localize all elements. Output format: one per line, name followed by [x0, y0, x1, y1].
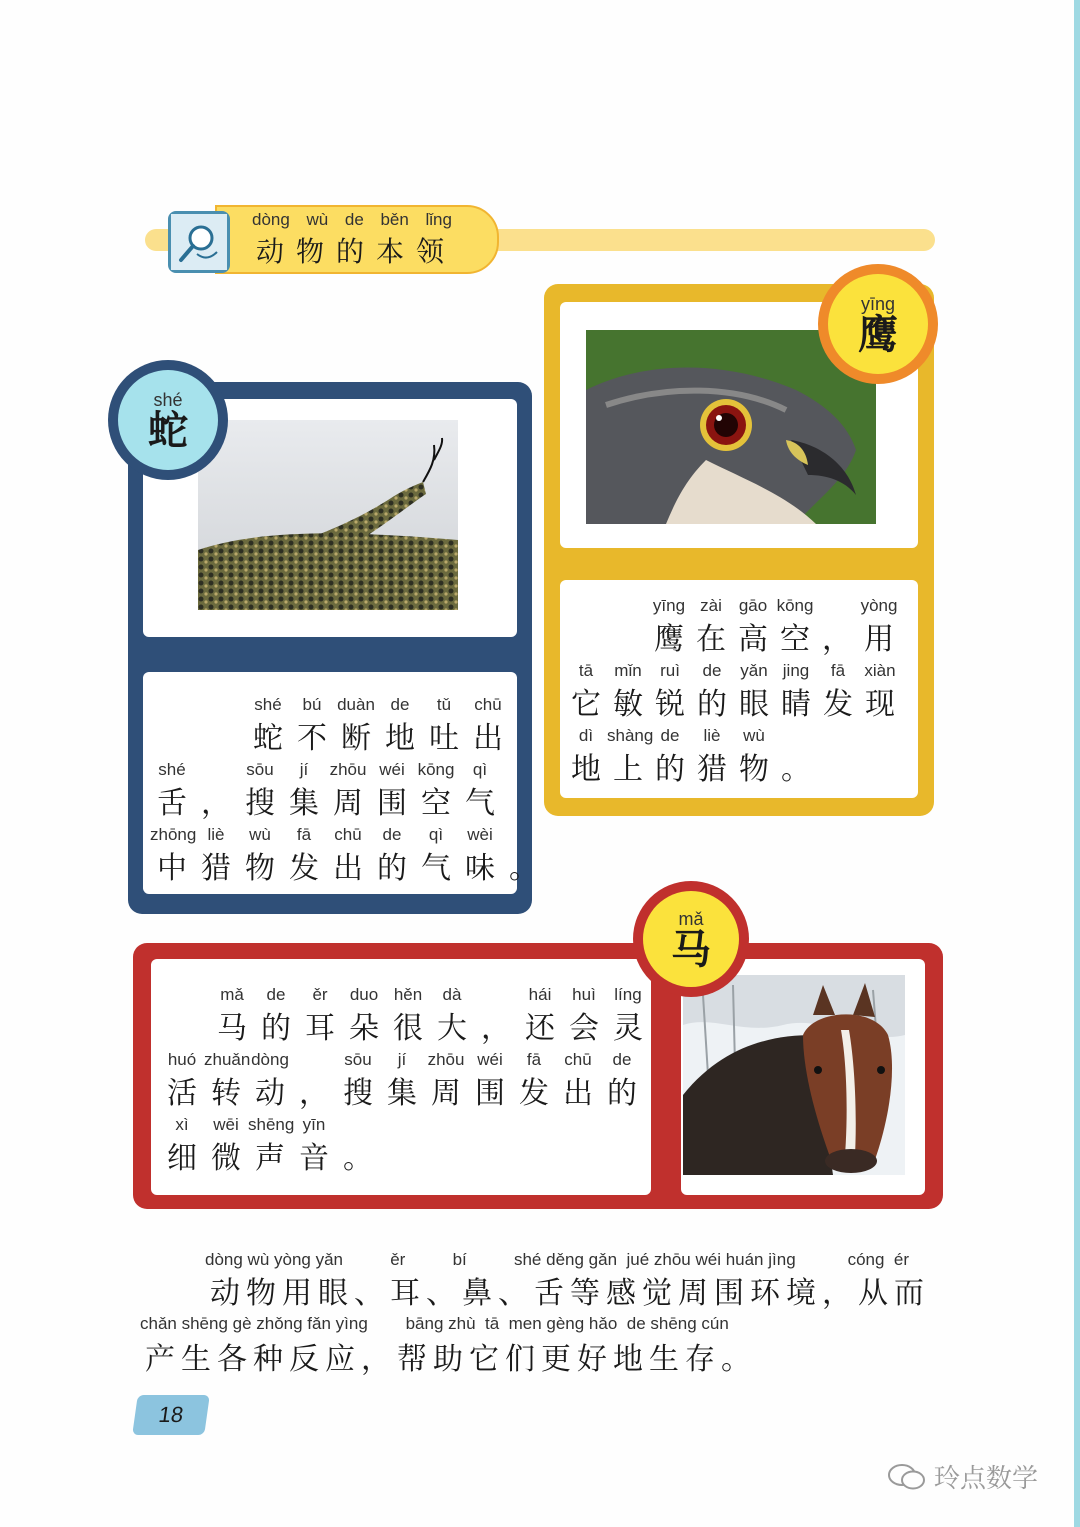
hanzi-char: 它: [571, 687, 601, 722]
summary-line2-pinyin: chǎn shēng gè zhǒng fǎn yìng bāng zhù tā men gèng hǎo de shēng cún: [140, 1314, 729, 1333]
hanzi-char: 鹰: [654, 622, 684, 657]
hanzi-char: 味: [465, 851, 495, 886]
hanzi-char: 发: [519, 1076, 549, 1111]
section-title-pinyin: [252, 210, 452, 230]
snake-line-pinyin: [246, 695, 510, 715]
summary-line1-pinyin: dòng wù yòng yǎn ěr bí shé děng gǎn jué zhōu wéi huán jìng cóng ér: [205, 1250, 910, 1269]
hanzi-char: 很: [393, 1011, 423, 1046]
eagle-line-pinyin: [565, 726, 817, 746]
horse-line-pinyin: [160, 1050, 644, 1070]
hanzi-char: 现: [865, 687, 895, 722]
hanzi-char: 断: [341, 721, 371, 756]
hanzi-char: 耳: [305, 1011, 335, 1046]
hanzi-char: 。: [509, 851, 539, 886]
hanzi-char: 围: [377, 786, 407, 821]
hanzi-char: 舌: [157, 786, 187, 821]
pinyin-syllable: yīng: [652, 596, 686, 615]
section-pinyin-syllable: de: [344, 210, 364, 229]
pinyin-syllable: de: [266, 985, 286, 1004]
pinyin-syllable: mǎ: [220, 985, 244, 1004]
hanzi-char: 锐: [655, 687, 685, 722]
snake-line-pinyin: [150, 825, 546, 845]
pinyin-syllable: dòng: [251, 1050, 289, 1069]
eagle-badge-pinyin: yīng: [860, 293, 896, 314]
hanzi-char: 发: [823, 687, 853, 722]
hanzi-char: 眼: [739, 687, 769, 722]
pinyin-syllable: [502, 825, 546, 845]
pinyin-syllable: ěr: [312, 985, 328, 1004]
hanzi-char: 的: [607, 1076, 637, 1111]
magnifier-icon: [168, 211, 230, 273]
pinyin-syllable: hěn: [393, 985, 423, 1004]
horse-badge-char: 马: [671, 925, 711, 973]
pinyin-syllable: de: [390, 695, 410, 714]
horse-line-text: [160, 1068, 644, 1112]
hanzi-char: 中: [157, 851, 187, 886]
pinyin-syllable: líng: [614, 985, 642, 1004]
pinyin-syllable: liè: [703, 726, 721, 745]
hanzi-char: 气: [421, 851, 451, 886]
section-pinyin-syllable: wù: [306, 210, 329, 229]
pinyin-syllable: wéi: [477, 1050, 503, 1069]
snake-photo: [198, 420, 458, 610]
hanzi-char: 动: [255, 1076, 285, 1111]
pinyin-syllable: [474, 985, 518, 1005]
page-edge-stripe: [1074, 0, 1080, 1527]
pinyin-syllable: tǔ: [436, 695, 452, 714]
pinyin-syllable: [194, 760, 238, 780]
hanzi-char: 围: [475, 1076, 505, 1111]
pinyin-syllable: yǎn: [740, 661, 768, 680]
hanzi-char: 气: [465, 786, 495, 821]
snake-badge-char: 蛇: [148, 406, 188, 454]
hanzi-char: 不: [297, 721, 327, 756]
pinyin-syllable: kōng: [776, 596, 814, 615]
eagle-badge: [818, 264, 938, 384]
hanzi-char: 灵: [613, 1011, 643, 1046]
section-pinyin-syllable: lǐng: [425, 210, 452, 229]
pinyin-syllable: huì: [572, 985, 596, 1004]
hanzi-char: 音: [299, 1141, 329, 1176]
hanzi-char: 周: [333, 786, 363, 821]
horse-line-pinyin: [210, 985, 650, 1005]
watermark: [888, 1458, 1038, 1495]
hanzi-char: 出: [473, 721, 503, 756]
pinyin-syllable: chū: [334, 825, 362, 844]
horse-photo: [683, 975, 905, 1175]
pinyin-syllable: yīn: [302, 1115, 326, 1134]
hanzi-char: 物: [739, 752, 769, 787]
horse-line-pinyin: [160, 1115, 380, 1135]
pinyin-syllable: duo: [349, 985, 379, 1004]
hanzi-char: 物: [245, 851, 275, 886]
pinyin-syllable: jing: [782, 661, 810, 680]
summary-line2: 产生各种反应，帮助它们更好地生存。: [145, 1342, 757, 1377]
pinyin-syllable: ruì: [660, 661, 680, 680]
hanzi-char: 马: [217, 1011, 247, 1046]
eagle-line-text: [648, 614, 900, 658]
pinyin-syllable: zhōu: [329, 760, 367, 779]
hanzi-char: 会: [569, 1011, 599, 1046]
pinyin-syllable: [816, 596, 858, 616]
hanzi-char: 上: [613, 752, 643, 787]
horse-badge: [633, 881, 749, 997]
hanzi-char: 用: [864, 622, 894, 657]
eagle-line-pinyin: [648, 596, 900, 616]
pinyin-syllable: [292, 1050, 336, 1070]
pinyin-syllable: duàn: [337, 695, 375, 714]
pinyin-syllable: wù: [743, 726, 765, 745]
snake-badge-pinyin: shé: [153, 389, 183, 410]
hanzi-char: 微: [211, 1141, 241, 1176]
pinyin-syllable: de: [612, 1050, 632, 1069]
pinyin-syllable: fā: [296, 825, 312, 844]
pinyin-syllable: yòng: [860, 596, 898, 615]
snake-line-pinyin: [150, 760, 502, 780]
section-pinyin-syllable: dòng: [252, 210, 290, 229]
eagle-line-pinyin: [565, 661, 901, 681]
hanzi-char: 活: [167, 1076, 197, 1111]
wechat-icon: [888, 1462, 926, 1492]
hanzi-char: 蛇: [253, 721, 283, 756]
pinyin-syllable: jí: [397, 1050, 407, 1069]
hanzi-char: 猎: [697, 752, 727, 787]
pinyin-syllable: sōu: [246, 760, 274, 779]
hanzi-char: 搜: [343, 1076, 373, 1111]
hanzi-char: 集: [289, 786, 319, 821]
pinyin-syllable: wù: [249, 825, 271, 844]
hanzi-char: 的: [261, 1011, 291, 1046]
hanzi-char: 还: [525, 1011, 555, 1046]
hanzi-char: ，: [481, 1011, 511, 1046]
hanzi-char: 地: [571, 752, 601, 787]
horse-line-text: [210, 1003, 650, 1047]
hanzi-char: 。: [781, 752, 811, 787]
pinyin-syllable: shé: [254, 695, 282, 714]
pinyin-syllable: kōng: [417, 760, 455, 779]
hanzi-char: 地: [385, 721, 415, 756]
pinyin-syllable: dì: [578, 726, 594, 745]
hanzi-char: 细: [167, 1141, 197, 1176]
hanzi-char: 敏: [613, 687, 643, 722]
pinyin-syllable: hái: [528, 985, 552, 1004]
pinyin-syllable: zhōng: [150, 825, 197, 844]
snake-line-text: [150, 843, 546, 887]
pinyin-syllable: de: [660, 726, 680, 745]
pinyin-syllable: qì: [472, 760, 488, 779]
section-pinyin-syllable: běn: [380, 210, 409, 229]
hanzi-char: ，: [201, 786, 231, 821]
hanzi-char: 转: [211, 1076, 241, 1111]
pinyin-syllable: shàng: [607, 726, 654, 745]
pinyin-syllable: huó: [167, 1050, 197, 1069]
pinyin-syllable: mǐn: [614, 661, 642, 680]
pinyin-syllable: gāo: [738, 596, 768, 615]
hanzi-char: 朵: [349, 1011, 379, 1046]
hanzi-char: 声: [255, 1141, 285, 1176]
hanzi-char: 搜: [245, 786, 275, 821]
hanzi-char: 空: [780, 622, 810, 657]
snake-line-text: [246, 713, 510, 757]
hanzi-char: ，: [822, 622, 852, 657]
pinyin-syllable: jí: [299, 760, 309, 779]
pinyin-syllable: fā: [526, 1050, 542, 1069]
pinyin-syllable: zhōu: [427, 1050, 465, 1069]
pinyin-syllable: de: [702, 661, 722, 680]
eagle-line-text: [565, 679, 901, 723]
pinyin-syllable: fā: [830, 661, 846, 680]
summary-line1: 动物用眼、耳、鼻、舌等感觉周围环境，从而: [210, 1276, 930, 1311]
pinyin-syllable: wéi: [379, 760, 405, 779]
hanzi-char: 吐: [429, 721, 459, 756]
horse-line-text: [160, 1133, 380, 1177]
hanzi-char: 空: [421, 786, 451, 821]
pinyin-syllable: [336, 1115, 380, 1135]
pinyin-syllable: shēng: [248, 1115, 295, 1134]
snake-line-text: [150, 778, 502, 822]
pinyin-syllable: shé: [158, 760, 186, 779]
watermark-text: 玲点数学: [934, 1464, 1039, 1494]
pinyin-syllable: xiàn: [864, 661, 896, 680]
hanzi-char: 的: [377, 851, 407, 886]
pinyin-syllable: xì: [175, 1115, 189, 1134]
pinyin-syllable: tā: [578, 661, 594, 680]
hanzi-char: 出: [333, 851, 363, 886]
hanzi-char: 周: [431, 1076, 461, 1111]
pinyin-syllable: [775, 726, 817, 746]
snake-badge: [108, 360, 228, 480]
hanzi-char: 猎: [201, 851, 231, 886]
hanzi-char: 的: [697, 687, 727, 722]
hanzi-char: 发: [289, 851, 319, 886]
pinyin-syllable: de: [382, 825, 402, 844]
hanzi-char: 在: [696, 622, 726, 657]
hanzi-char: ，: [299, 1076, 329, 1111]
hanzi-char: 的: [655, 752, 685, 787]
pinyin-syllable: chū: [564, 1050, 592, 1069]
hanzi-char: 出: [563, 1076, 593, 1111]
pinyin-syllable: sōu: [344, 1050, 372, 1069]
pinyin-syllable: wèi: [467, 825, 493, 844]
page-number: 18: [132, 1395, 210, 1435]
hanzi-char: 高: [738, 622, 768, 657]
eagle-line-text: [565, 744, 817, 788]
pinyin-syllable: qì: [428, 825, 444, 844]
horse-badge-pinyin: mǎ: [678, 908, 704, 929]
pinyin-syllable: zhuǎn: [204, 1050, 251, 1069]
pinyin-syllable: wēi: [213, 1115, 239, 1134]
pinyin-syllable: zài: [700, 596, 722, 615]
pinyin-syllable: dà: [442, 985, 462, 1004]
pinyin-syllable: liè: [207, 825, 225, 844]
pinyin-syllable: chū: [474, 695, 502, 714]
hanzi-char: 大: [437, 1011, 467, 1046]
hanzi-char: 睛: [781, 687, 811, 722]
hanzi-char: 集: [387, 1076, 417, 1111]
pinyin-syllable: bú: [302, 695, 322, 714]
hanzi-char: 。: [343, 1141, 373, 1176]
section-title: 动物的本领: [256, 235, 457, 268]
eagle-badge-char: 鹰: [858, 310, 898, 358]
